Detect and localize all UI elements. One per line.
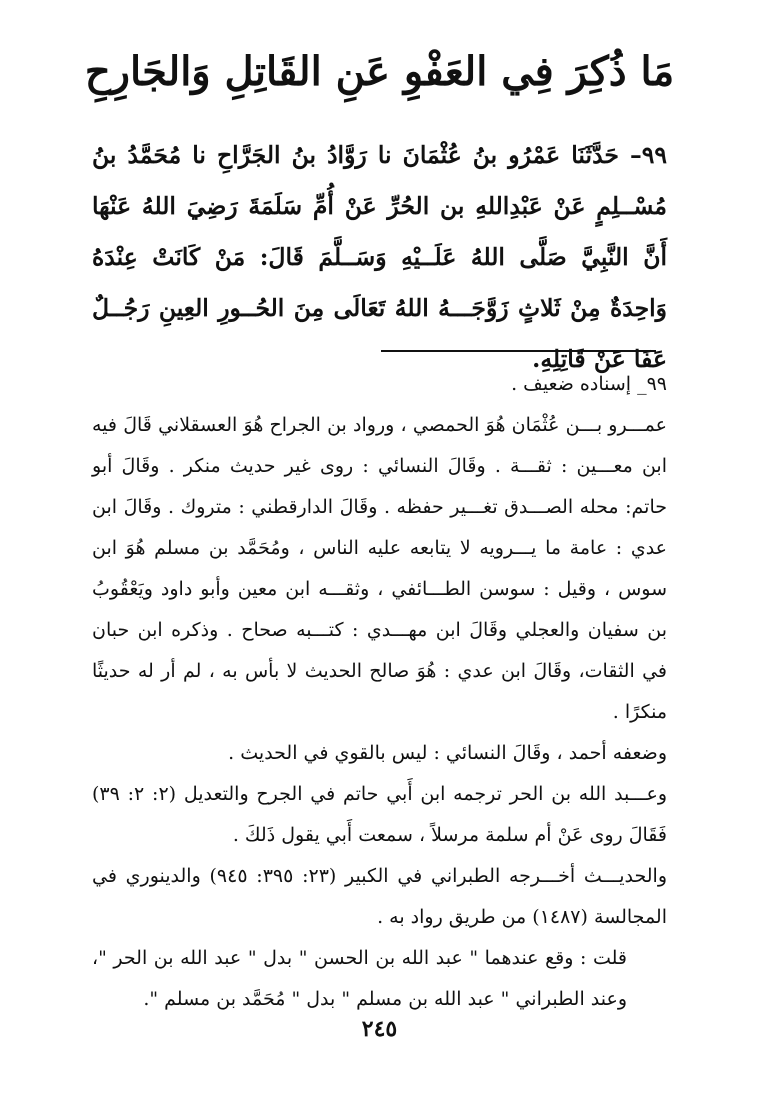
footnote-comment: قلت : وقع عندهما " عبد الله بن الحسن " بدل " عبد الله بن الحر "، وعند الطبراني " عبد الله بن مسلم " بدل " مُحَمَّد بن مسلم ". <box>92 947 627 1010</box>
footnote-takhrij: والحديـــث أخـــرجه الطبراني في الكبير (٢٣: ٣٩٥: ٩٤٥) والدينوري في المجالسة (١٤٨٧) من طريق رواد به . <box>92 865 667 928</box>
footnote-abdullah-bin-alhur: وعـــبد الله بن الحر ترجمه ابن أَبي حاتم في الجرح والتعديل (٢: ٢: ٣٩) فَقَالَ روى عَنْ أم سلمة مرسلاً ، سمعت أَبي يقول ذَلكَ . <box>92 783 667 846</box>
footnotes <box>92 364 667 1020</box>
footnote-weakening: وضعفه أحمد ، وقَالَ النسائي : ليس بالقوي في الحديث . <box>228 742 667 764</box>
hadith-text: ٩٩– حَدَّثَنَا عَمْرُو بنُ عُثْمَانَ نا رَوَّادُ بنُ الجَرَّاحِ نا مُحَمَّدُ بنُ مُسْــلِمٍ عَنْ عَبْدِاللهِ بن الحُرِّ عَنْ أُمِّ سَلَمَةَ رَضِيَ اللهُ عَنْهَا أَنَّ النَّبِيَّ صَلَّى اللهُ عَلَــيْهِ وَسَــلَّمَ قَالَ: مَنْ كَانَتْ عِنْدَهُ وَاحِدَةٌ مِنْ ثَلاثٍ زَوَّجَـــهُ اللهُ تَعَالَى مِنَ الحُــورِ العِينِ رَجُــلٌ عَفَا عَنْ قَاتِلِهِ. <box>92 141 667 373</box>
footnote-grading: ٩٩_ إسناده ضعيف . <box>511 373 667 395</box>
footnote-narrators: عمـــرو بـــن عُثْمَان هُوَ الحمصي ، ورواد بن الجراح هُوَ العسقلاني قَالَ فيه ابن معـــين : ثقـــة . وقَالَ النسائي : روى غير حديث منكر . وقَالَ أبو حاتم: محله الصـــدق تغـــير حفظه . وقَالَ الدارقطني : متروك . وقَالَ ابن عدي : عامة ما يـــرويه لا يتابعه عليه الناس ، ومُحَمَّد بن مسلم هُوَ ابن سوس ، وقيل : سوسن الطـــائفي ، وثقـــه ابن معين وأبو داود ويَعْقُوبُ بن سفيان والعجلي وقَالَ ابن مهـــدي : كتـــبه صحاح . وذكره ابن حبان في الثقات، وقَالَ ابن عدي : هُوَ صالح الحديث لا بأس به ، لم أر له حديثًا منكرًا . <box>92 414 667 723</box>
chapter-title: مَا ذُكِرَ فِي العَفْوِ عَنِ القَاتِلِ وَالجَارِحِ <box>84 48 675 95</box>
page-number: ٢٤٥ <box>361 1016 398 1042</box>
footnote-divider <box>381 350 656 352</box>
